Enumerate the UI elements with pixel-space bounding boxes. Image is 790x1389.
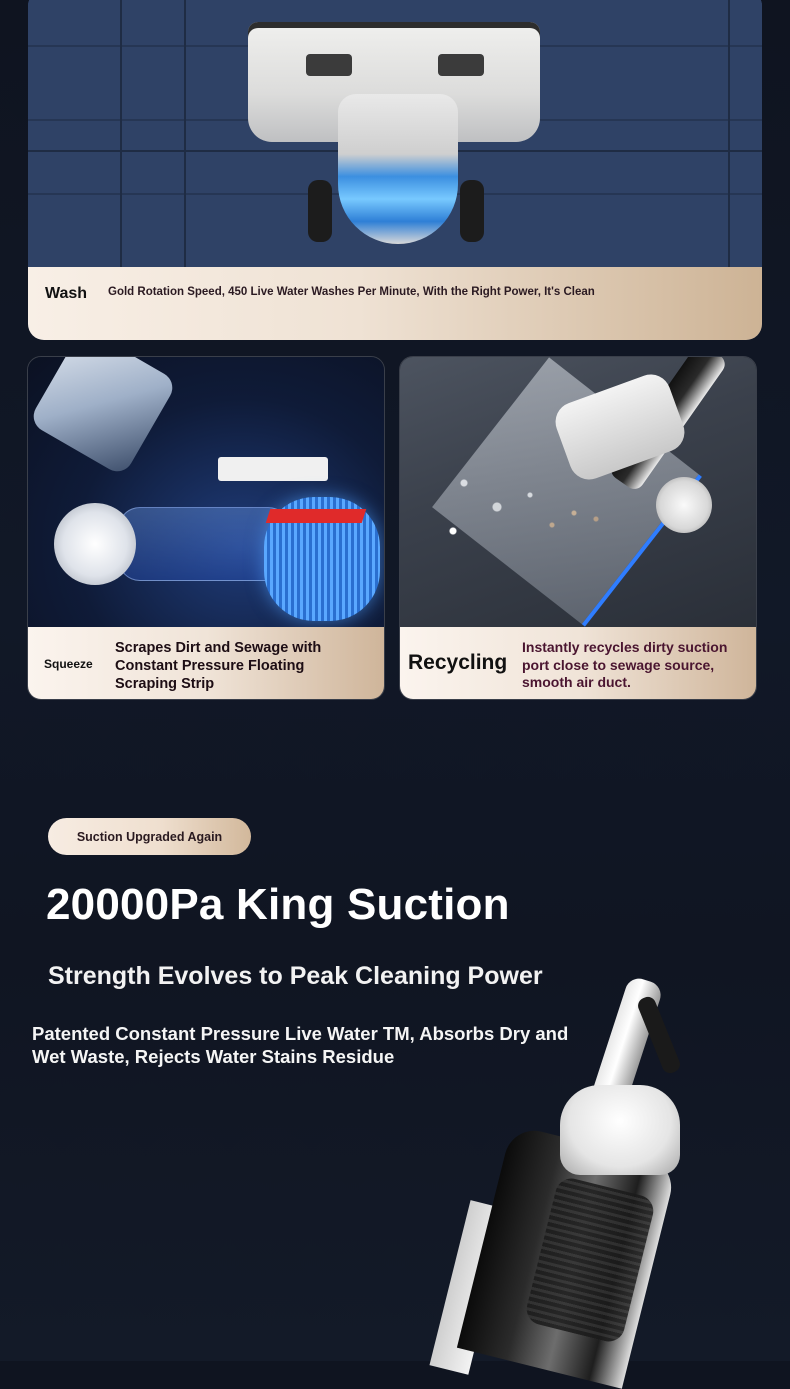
wash-caption-bar xyxy=(28,267,762,340)
suction-badge xyxy=(48,818,251,855)
recycling-description: Instantly recycles dirty suction port close to sewage source, smooth air duct. xyxy=(522,639,728,690)
floor-tile-line xyxy=(728,0,730,267)
water-tank-neck xyxy=(338,94,458,244)
scraping-strip xyxy=(218,457,328,481)
roller-end-cap xyxy=(54,503,136,585)
squeeze-caption-bar xyxy=(28,627,384,700)
recycling-label: Recycling xyxy=(408,651,508,674)
wash-description: Gold Rotation Speed, 450 Live Water Washes Per Minute, With the Right Power, It's Clean xyxy=(108,286,595,298)
recycling-caption-bar xyxy=(400,627,756,700)
suction-body-text: Patented Constant Pressure Live Water TM, Absorbs Dry and Wet Waste, Rejects Water Stains Residue xyxy=(32,1023,569,1067)
wheel xyxy=(460,180,484,242)
suction-tube xyxy=(28,356,178,477)
recycling-product-image xyxy=(400,357,756,627)
floor-tile-line xyxy=(120,0,122,267)
wash-feature-card xyxy=(28,0,762,340)
wheel xyxy=(656,477,712,533)
vacuum-collar xyxy=(560,1085,680,1175)
wheel xyxy=(308,180,332,242)
suction-subheadline: Strength Evolves to Peak Cleaning Power xyxy=(48,962,543,990)
recycling-feature-card xyxy=(399,356,757,700)
flow-arrow xyxy=(266,509,367,523)
squeeze-feature-card xyxy=(27,356,385,700)
floor-tile-line xyxy=(184,0,186,267)
vacuum-product-image xyxy=(470,975,720,1361)
head-slot xyxy=(438,54,484,76)
head-slot xyxy=(306,54,352,76)
squeeze-description: Scrapes Dirt and Sewage with Constant Pressure Floating Scraping Strip xyxy=(115,640,322,692)
wash-product-image xyxy=(28,0,762,267)
squeeze-product-image xyxy=(28,357,384,627)
suction-headline: 20000Pa King Suction xyxy=(46,880,510,929)
wash-label: Wash xyxy=(45,285,88,302)
squeeze-label: Squeeze xyxy=(44,657,93,671)
suction-badge-label: Suction Upgraded Again xyxy=(76,829,223,844)
